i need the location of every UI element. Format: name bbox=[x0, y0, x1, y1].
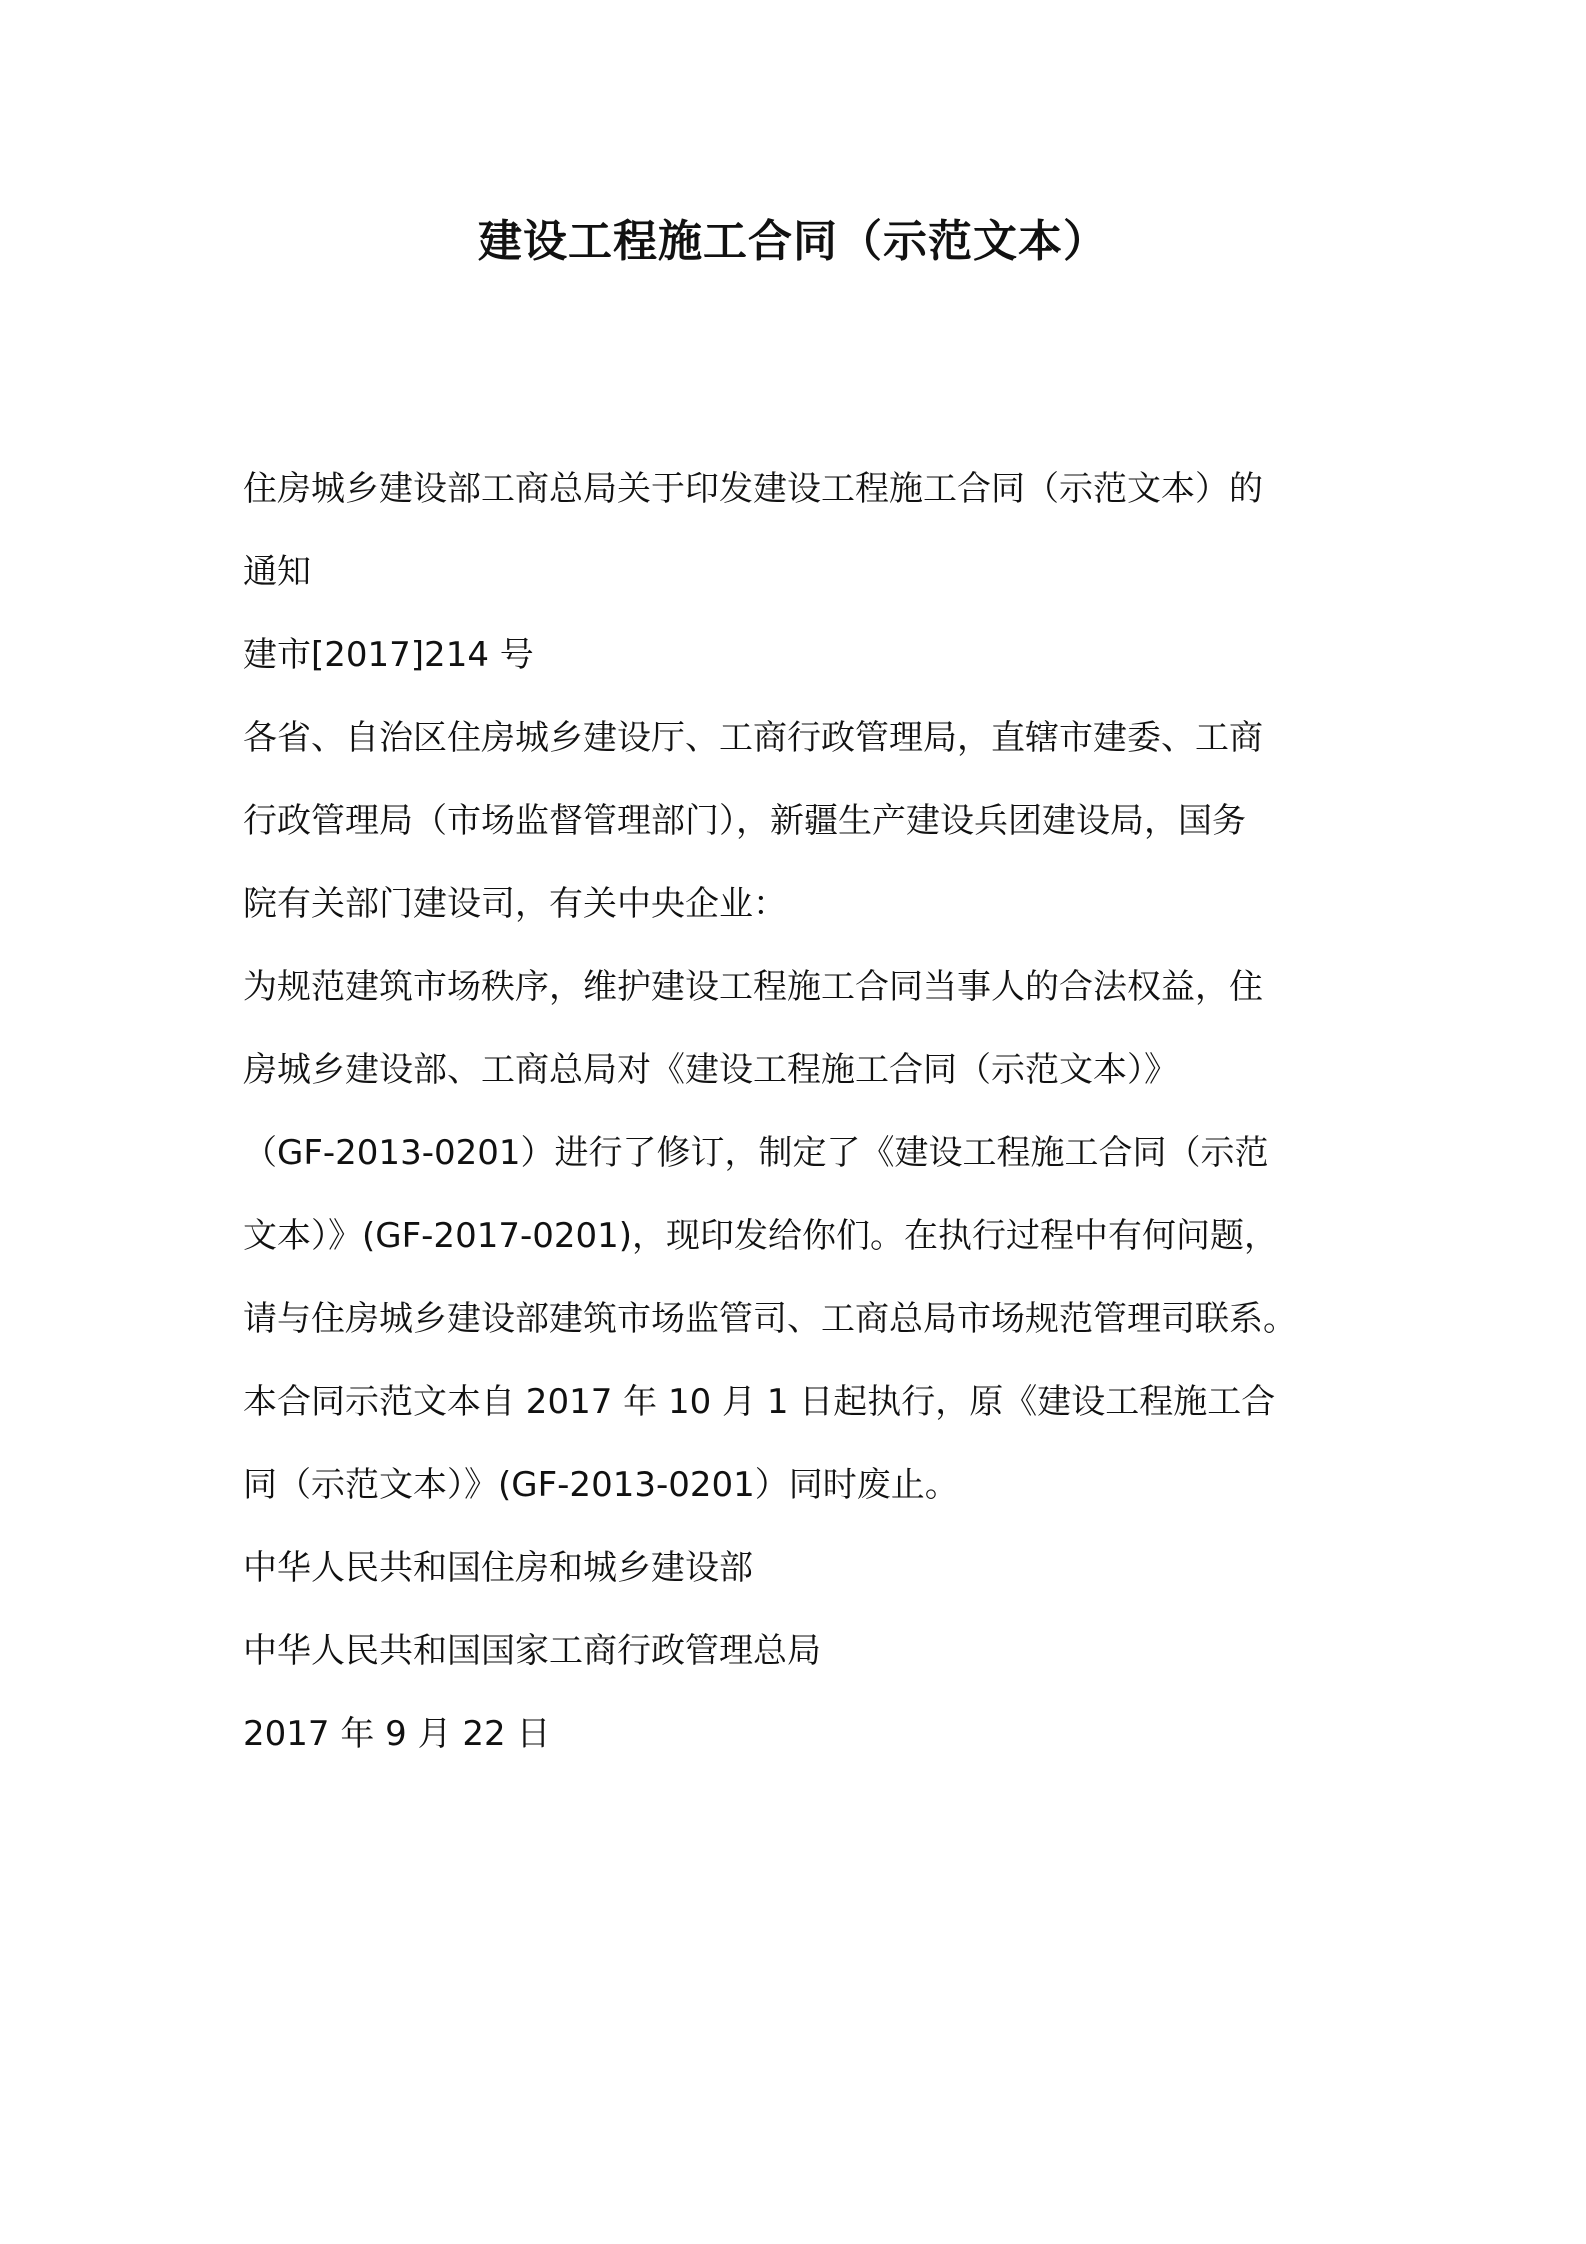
addressee-line-1: 各省、自治区住房城乡建设厅、工商行政管理局，直辖市建委、工商 bbox=[243, 718, 1263, 758]
paragraph-2-line-2: 同（示范文本）》(GF-2013-0201）同时废止。 bbox=[243, 1465, 959, 1505]
signatory-ministry-commerce: 中华人民共和国国家工商行政管理总局 bbox=[243, 1631, 821, 1671]
document-title: 建设工程施工合同（示范文本） bbox=[478, 216, 1108, 267]
notice-title-line-2: 通知 bbox=[243, 552, 311, 592]
notice-title-line-1: 住房城乡建设部工商总局关于印发建设工程施工合同（示范文本）的 bbox=[243, 469, 1263, 509]
paragraph-1-line-2: 房城乡建设部、工商总局对《建设工程施工合同（示范文本）》 bbox=[243, 1050, 1178, 1090]
paragraph-1-line-4: 文本）》(GF-2017-0201)，现印发给你们。在执行过程中有何问题， bbox=[243, 1216, 1279, 1256]
signature-date: 2017 年 9 月 22 日 bbox=[243, 1714, 551, 1754]
addressee-line-3: 院有关部门建设司，有关中央企业： bbox=[243, 884, 787, 924]
paragraph-1-line-3: （GF-2013-0201）进行了修订，制定了《建设工程施工合同（示范 bbox=[243, 1133, 1269, 1173]
document-body bbox=[243, 448, 1373, 1776]
signatory-ministry-housing: 中华人民共和国住房和城乡建设部 bbox=[243, 1548, 753, 1588]
paragraph-1-line-1: 为规范建筑市场秩序，维护建设工程施工合同当事人的合法权益，住 bbox=[243, 967, 1263, 1007]
paragraph-1-line-5: 请与住房城乡建设部建筑市场监管司、工商总局市场规范管理司联系。 bbox=[243, 1299, 1297, 1339]
addressee-line-2: 行政管理局（市场监督管理部门），新疆生产建设兵团建设局，国务 bbox=[243, 801, 1246, 841]
document-number: 建市[2017]214 号 bbox=[243, 635, 534, 675]
paragraph-2-line-1: 本合同示范文本自 2017 年 10 月 1 日起执行，原《建设工程施工合 bbox=[243, 1382, 1276, 1422]
